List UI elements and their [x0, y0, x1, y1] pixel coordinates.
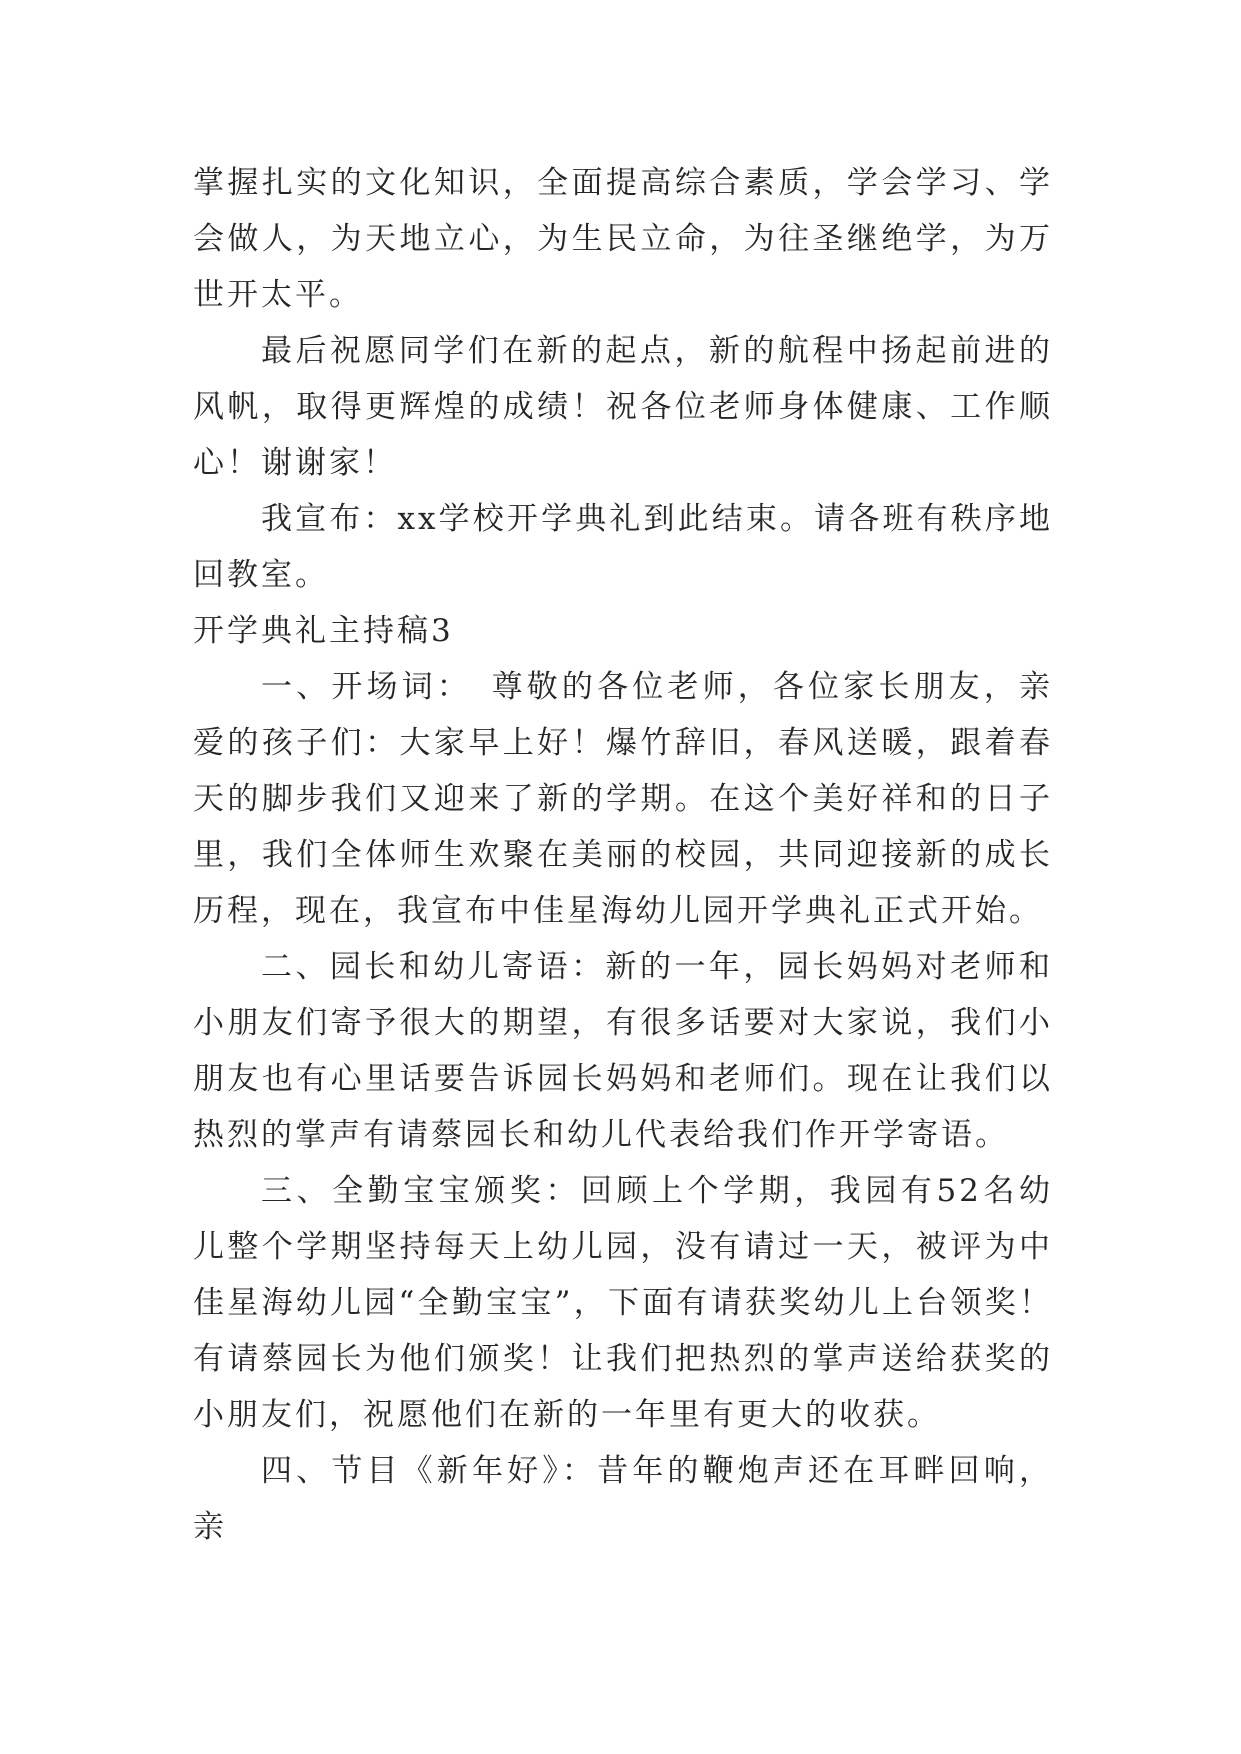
section-heading: 开学典礼主持稿3 [193, 613, 454, 649]
paragraph-opening-remarks: 一、开场词： 尊敬的各位老师，各位家长朋友，亲爱的孩子们：大家早上好！爆竹辞旧，春风送暖，跟着春天的脚步我们又迎来了新的学期。在这个美好祥和的日子里，我们全体师生欢聚在美丽的校园，共同迎接新的成长历程，现在，我宣布中佳星海幼儿园开学典礼正式开始。 [193, 669, 1053, 929]
paragraph-continuation: 掌握扎实的文化知识，全面提高综合素质，学会学习、学会做人，为天地立心，为生民立命，为往圣继绝学，为万世开太平。 [193, 165, 1053, 313]
document-body [193, 155, 1053, 1555]
paragraph-closing-wishes: 最后祝愿同学们在新的起点，新的航程中扬起前进的风帆，取得更辉煌的成绩！祝各位老师身体健康、工作顺心！谢谢家！ [193, 333, 1053, 481]
paragraph-principal-message: 二、园长和幼儿寄语：新的一年，园长妈妈对老师和小朋友们寄予很大的期望，有很多话要对大家说，我们小朋友也有心里话要告诉园长妈妈和老师们。现在让我们以热烈的掌声有请蔡园长和幼儿代表给我们作开学寄语。 [193, 949, 1053, 1153]
paragraph-performance: 四、节目《新年好》：昔年的鞭炮声还在耳畔回响，亲 [193, 1453, 1053, 1545]
paragraph-attendance-award: 三、全勤宝宝颁奖：回顾上个学期，我园有52名幼儿整个学期坚持每天上幼儿园，没有请过一天，被评为中佳星海幼儿园“全勤宝宝”，下面有请获奖幼儿上台领奖！有请蔡园长为他们颁奖！让我们把热烈的掌声送给获奖的小朋友们，祝愿他们在新的一年里有更大的收获。 [193, 1173, 1053, 1433]
paragraph-announcement: 我宣布：xx学校开学典礼到此结束。请各班有秩序地回教室。 [193, 501, 1053, 593]
